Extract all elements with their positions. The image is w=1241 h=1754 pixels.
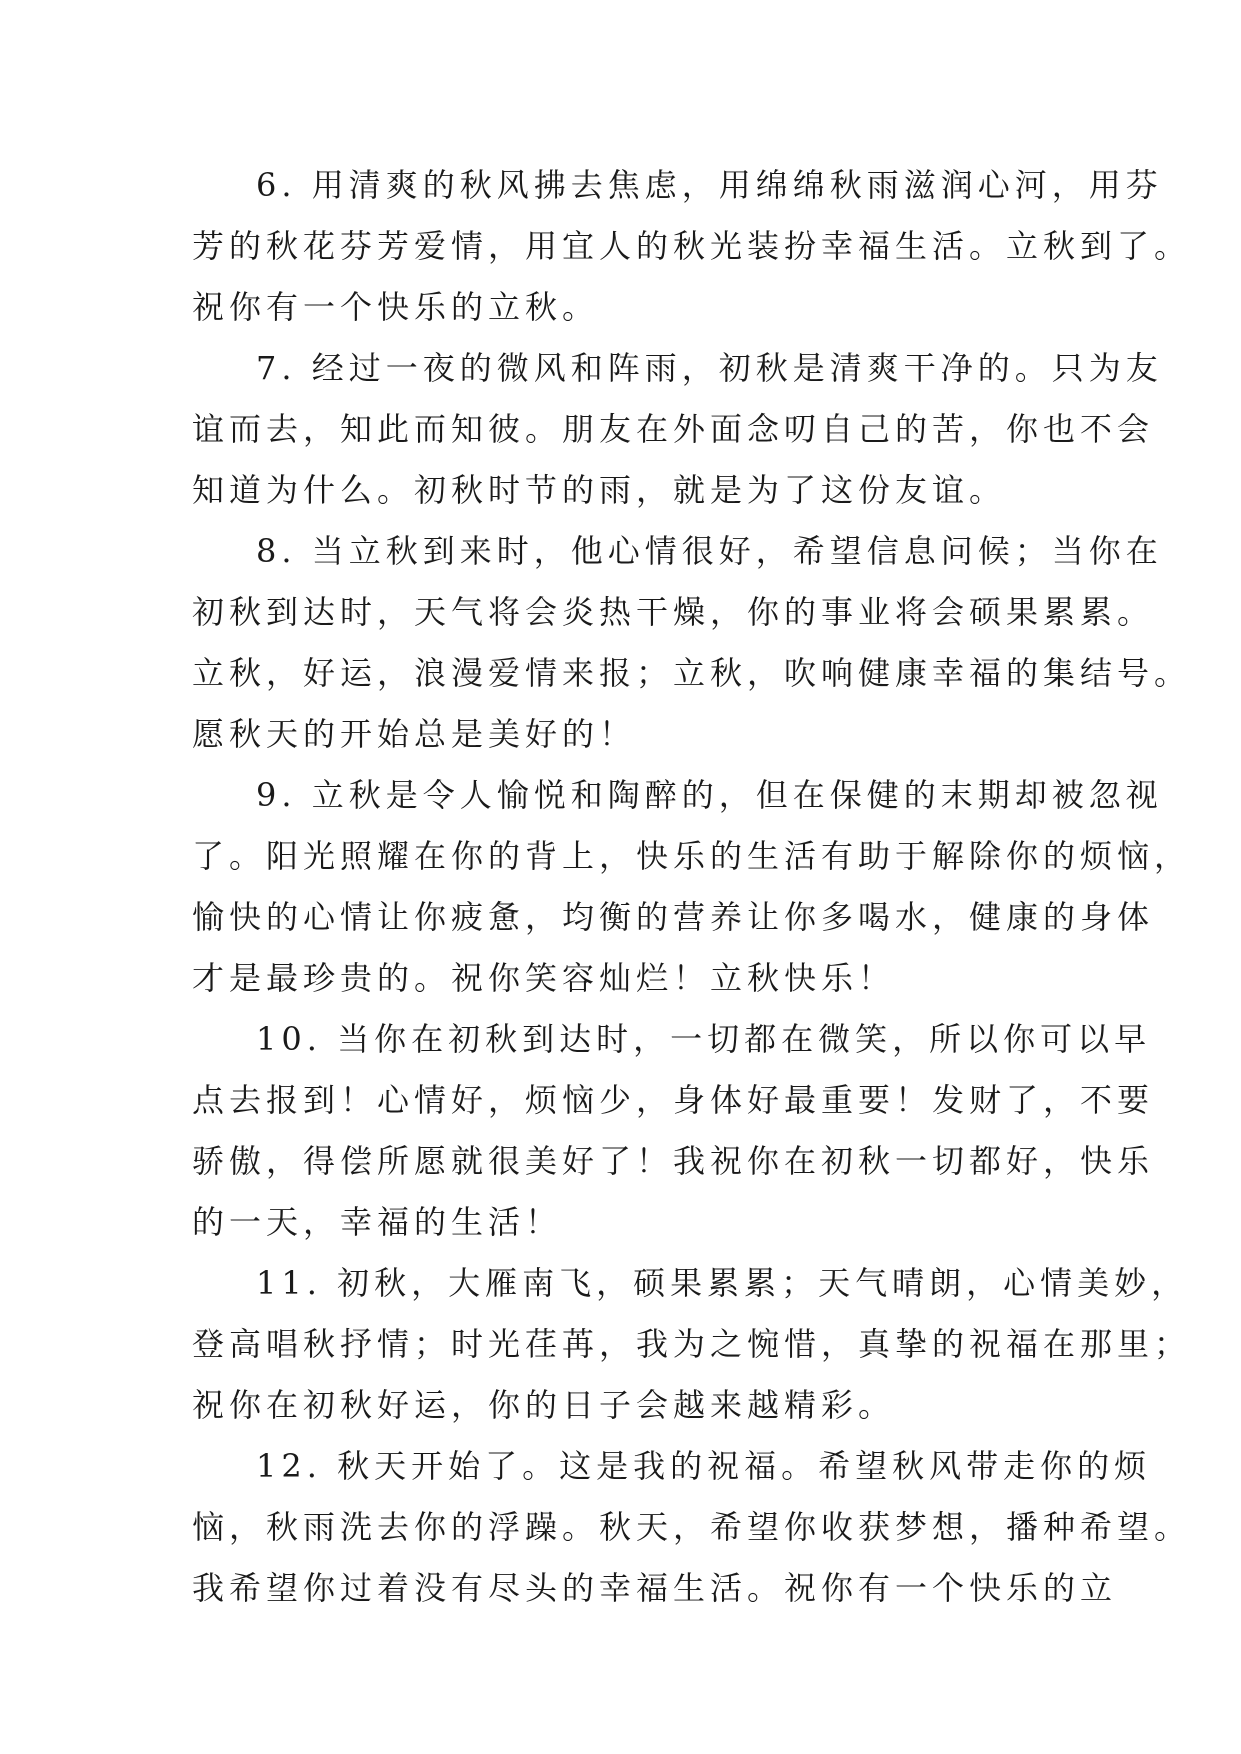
paragraph-line: 知道为什么。初秋时节的雨，就是为了这份友谊。 (192, 471, 1007, 509)
paragraph-12 (192, 1436, 1192, 1619)
paragraph-10 (192, 1009, 1155, 1253)
paragraph-6 (192, 155, 1192, 338)
paragraph-line: 恼，秋雨洗去你的浮躁。秋天，希望你收获梦想，播种希望。 (192, 1508, 1192, 1546)
paragraph-line: 初秋到达时，天气将会炎热干燥，你的事业将会硕果累累。 (192, 593, 1155, 631)
paragraph-line: 祝你有一个快乐的立秋。 (192, 288, 600, 326)
paragraph-line: 了。阳光照耀在你的背上，快乐的生活有助于解除你的烦恼， (192, 837, 1192, 875)
paragraph-line: 12. 秋天开始了。这是我的祝福。希望秋风带走你的烦 (256, 1447, 1152, 1485)
paragraph-line: 谊而去，知此而知彼。朋友在外面念叨自己的苦，你也不会 (192, 410, 1155, 448)
paragraph-line: 11. 初秋，大雁南飞，硕果累累；天气晴朗，心情美妙， (256, 1264, 1189, 1302)
paragraph-11 (192, 1253, 1192, 1436)
paragraph-line: 愿秋天的开始总是美好的！ (192, 715, 637, 753)
document-body (192, 155, 1192, 1619)
paragraph-line: 8. 当立秋到来时，他心情很好，希望信息问候；当你在 (256, 532, 1163, 570)
paragraph-line: 立秋，好运，浪漫爱情来报；立秋，吹响健康幸福的集结号。 (192, 654, 1192, 692)
paragraph-line: 骄傲，得偿所愿就很美好了！我祝你在初秋一切都好，快乐 (192, 1142, 1155, 1180)
paragraph-line: 才是最珍贵的。祝你笑容灿烂！立秋快乐！ (192, 959, 896, 997)
paragraph-line: 9. 立秋是令人愉悦和陶醉的，但在保健的末期却被忽视 (256, 776, 1163, 814)
paragraph-line: 的一天，幸福的生活！ (192, 1203, 563, 1241)
paragraph-7 (192, 338, 1163, 521)
paragraph-9 (192, 765, 1192, 1009)
paragraph-line: 点去报到！心情好，烦恼少，身体好最重要！发财了，不要 (192, 1081, 1155, 1119)
paragraph-8 (192, 521, 1192, 765)
paragraph-line: 登高唱秋抒情；时光荏苒，我为之惋惜，真挚的祝福在那里； (192, 1325, 1192, 1363)
paragraph-line: 祝你在初秋好运，你的日子会越来越精彩。 (192, 1386, 896, 1424)
paragraph-line: 愉快的心情让你疲惫，均衡的营养让你多喝水，健康的身体 (192, 898, 1155, 936)
paragraph-line: 我希望你过着没有尽头的幸福生活。祝你有一个快乐的立 (192, 1569, 1118, 1607)
paragraph-line: 6. 用清爽的秋风拂去焦虑，用绵绵秋雨滋润心河，用芬 (256, 166, 1163, 204)
paragraph-line: 芳的秋花芬芳爱情，用宜人的秋光装扮幸福生活。立秋到了。 (192, 227, 1192, 265)
paragraph-line: 7. 经过一夜的微风和阵雨，初秋是清爽干净的。只为友 (256, 349, 1163, 387)
paragraph-line: 10. 当你在初秋到达时，一切都在微笑，所以你可以早 (256, 1020, 1152, 1058)
